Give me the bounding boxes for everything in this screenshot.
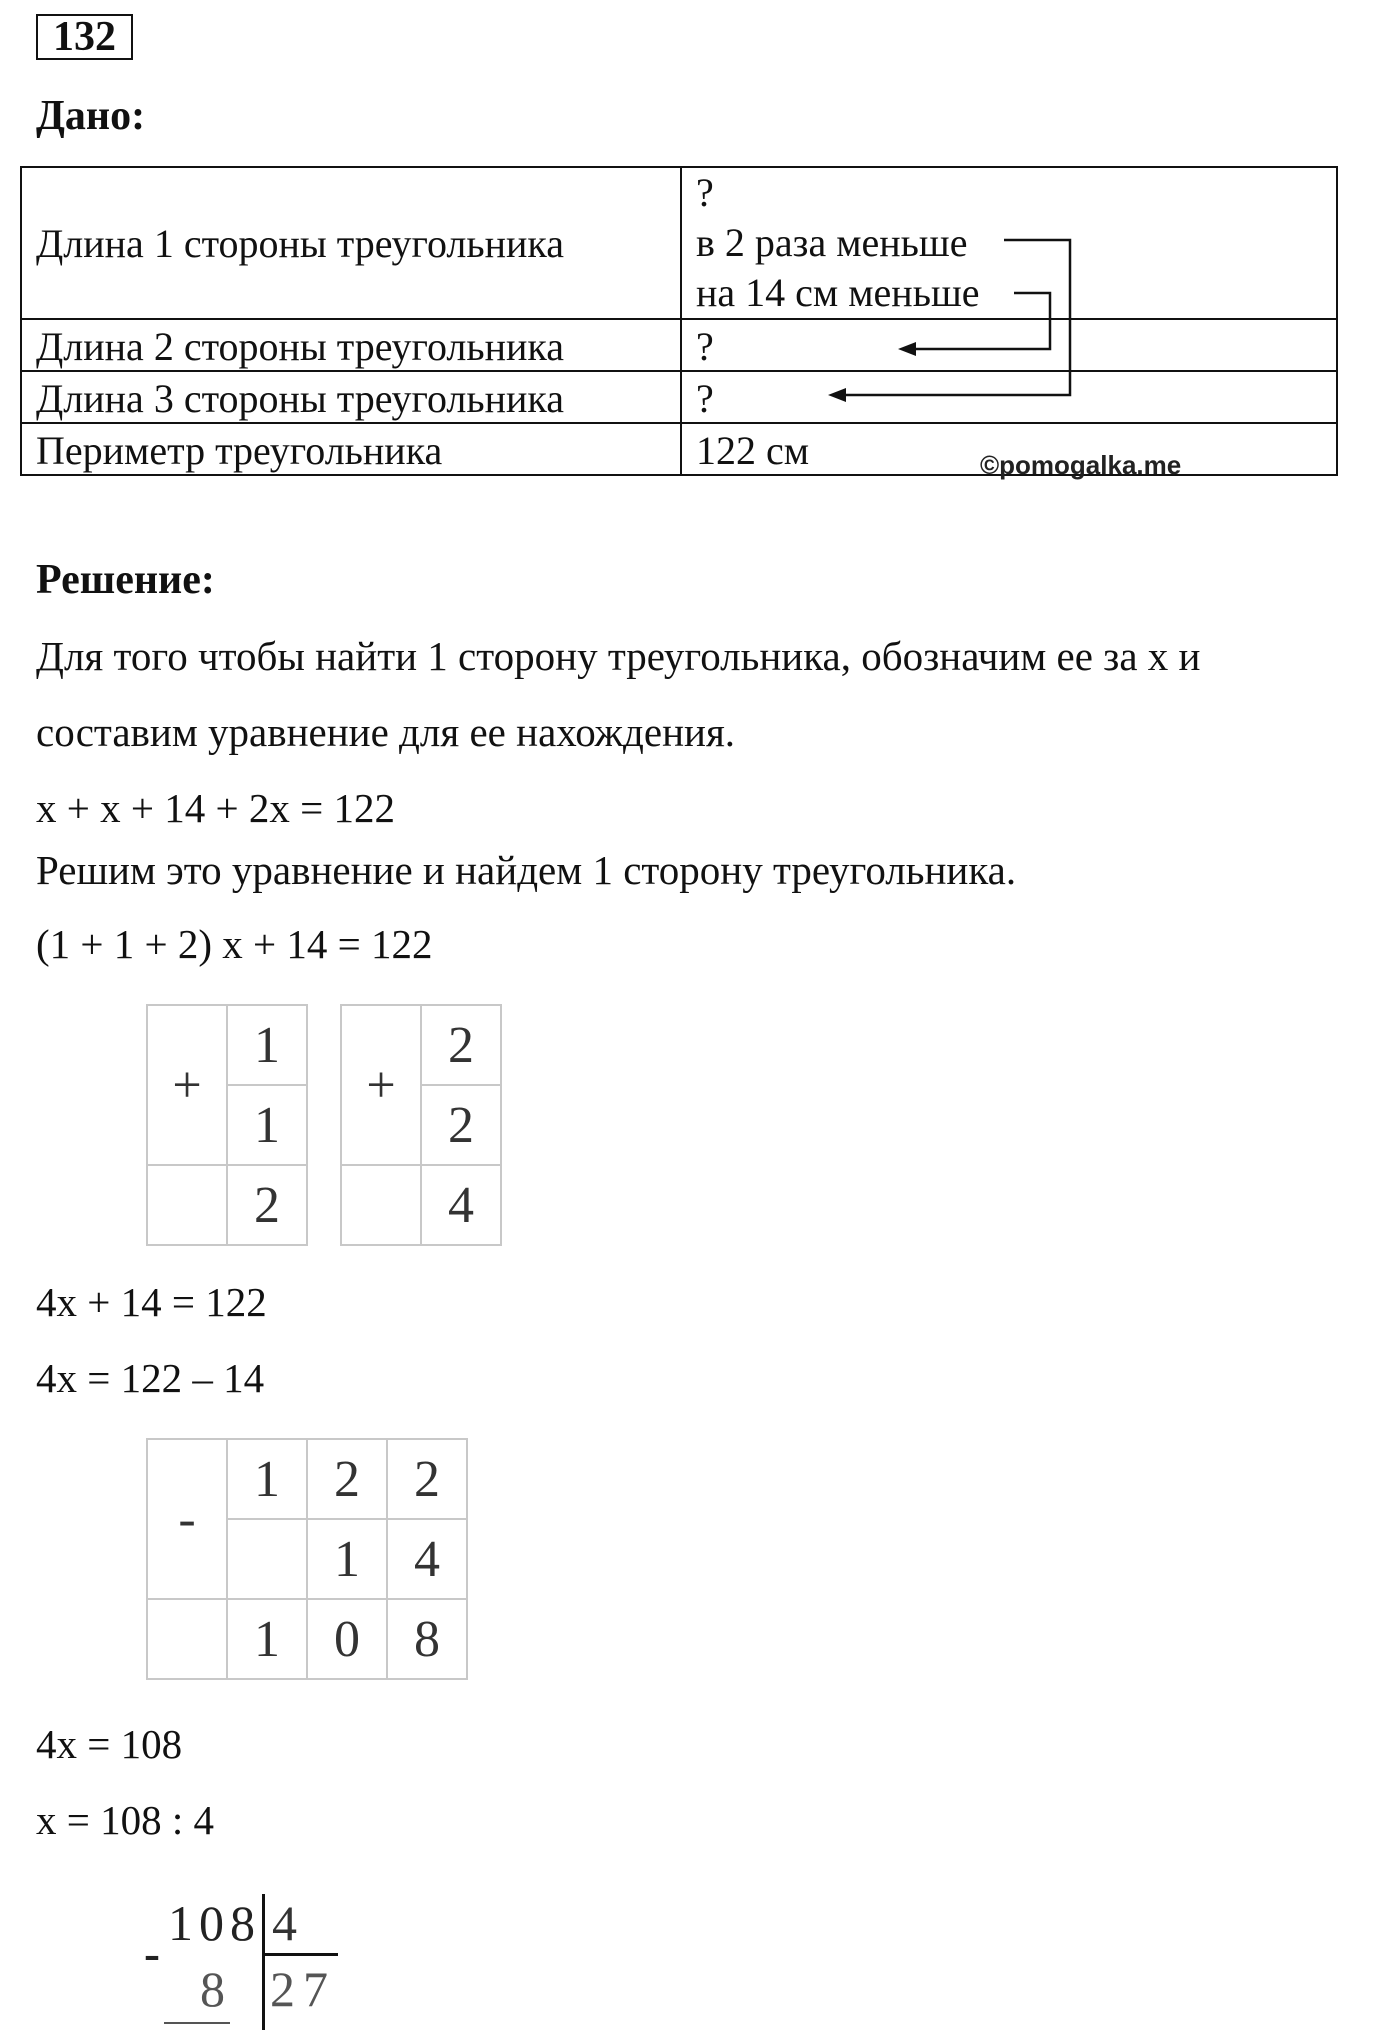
problem-number: 132 (36, 14, 133, 60)
empty-cell (341, 1165, 421, 1245)
given-heading: Дано: (36, 93, 146, 139)
perimeter-value: 122 см (681, 423, 1337, 475)
quotient: 27 (270, 1961, 336, 2017)
relation-arrows (0, 0, 1400, 520)
minus-sign: - (147, 1439, 227, 1599)
equation-6: x = 108 : 4 (36, 1797, 215, 1843)
division-vertical-line (262, 1894, 265, 2030)
addition-grid-1 (146, 1004, 308, 1246)
intro-line-2: составим уравнение для ее нахождения. (36, 709, 736, 755)
sum-digit: 2 (227, 1165, 307, 1245)
subtract-value: 8 (200, 1961, 225, 2017)
side1-relation-2: на 14 см меньше (696, 270, 980, 315)
perimeter-label: Периметр треугольника (21, 423, 681, 475)
digit: 1 (227, 1439, 307, 1519)
result-digit: 8 (387, 1599, 467, 1679)
empty-cell (147, 1599, 227, 1679)
digit: 1 (227, 1085, 307, 1165)
solution-text-2: Решим это уравнение и найдем 1 сторону треугольника. (36, 847, 1017, 893)
equation-1: x + x + 14 + 2x = 122 (36, 785, 395, 831)
arrow-to-side2 (898, 293, 1050, 356)
digit (227, 1519, 307, 1599)
dividend: 108 (168, 1895, 261, 1951)
digit: 2 (307, 1439, 387, 1519)
division-horizontal-line (262, 1953, 338, 1956)
plus-sign: + (341, 1005, 421, 1165)
watermark: ©pomogalka.me (980, 450, 1182, 480)
side3-value: ? (681, 371, 1337, 423)
subtract-underline (164, 2022, 230, 2024)
minus-sign: - (144, 1927, 160, 1980)
arrow-to-side3 (828, 240, 1070, 402)
digit: 4 (387, 1519, 467, 1599)
side3-label: Длина 3 стороны треугольника (21, 371, 681, 423)
divisor: 4 (272, 1895, 297, 1951)
solution-heading: Решение: (36, 557, 215, 603)
intro-line-1: Для того чтобы найти 1 сторону треугольника, обозначим ее за x и (36, 633, 1201, 679)
result-digit: 0 (307, 1599, 387, 1679)
result-digit: 1 (227, 1599, 307, 1679)
digit: 1 (227, 1005, 307, 1085)
digit: 2 (387, 1439, 467, 1519)
side1-relation-1: в 2 раза меньше (696, 220, 968, 265)
subtraction-grid (146, 1438, 468, 1680)
plus-sign: + (147, 1005, 227, 1165)
equation-2: (1 + 1 + 2) x + 14 = 122 (36, 921, 433, 967)
addition-grid-2 (340, 1004, 502, 1246)
digit: 2 (421, 1005, 501, 1085)
empty-cell (147, 1165, 227, 1245)
side2-value: ? (681, 319, 1337, 371)
sum-digit: 4 (421, 1165, 501, 1245)
side1-unknown: ? (696, 170, 714, 215)
equation-3: 4x + 14 = 122 (36, 1279, 267, 1325)
side1-label: Длина 1 стороны треугольника (21, 167, 681, 319)
digit: 1 (307, 1519, 387, 1599)
digit: 2 (421, 1085, 501, 1165)
equation-5: 4x = 108 (36, 1721, 183, 1767)
side2-label: Длина 2 стороны треугольника (21, 319, 681, 371)
equation-4: 4x = 122 – 14 (36, 1355, 265, 1401)
